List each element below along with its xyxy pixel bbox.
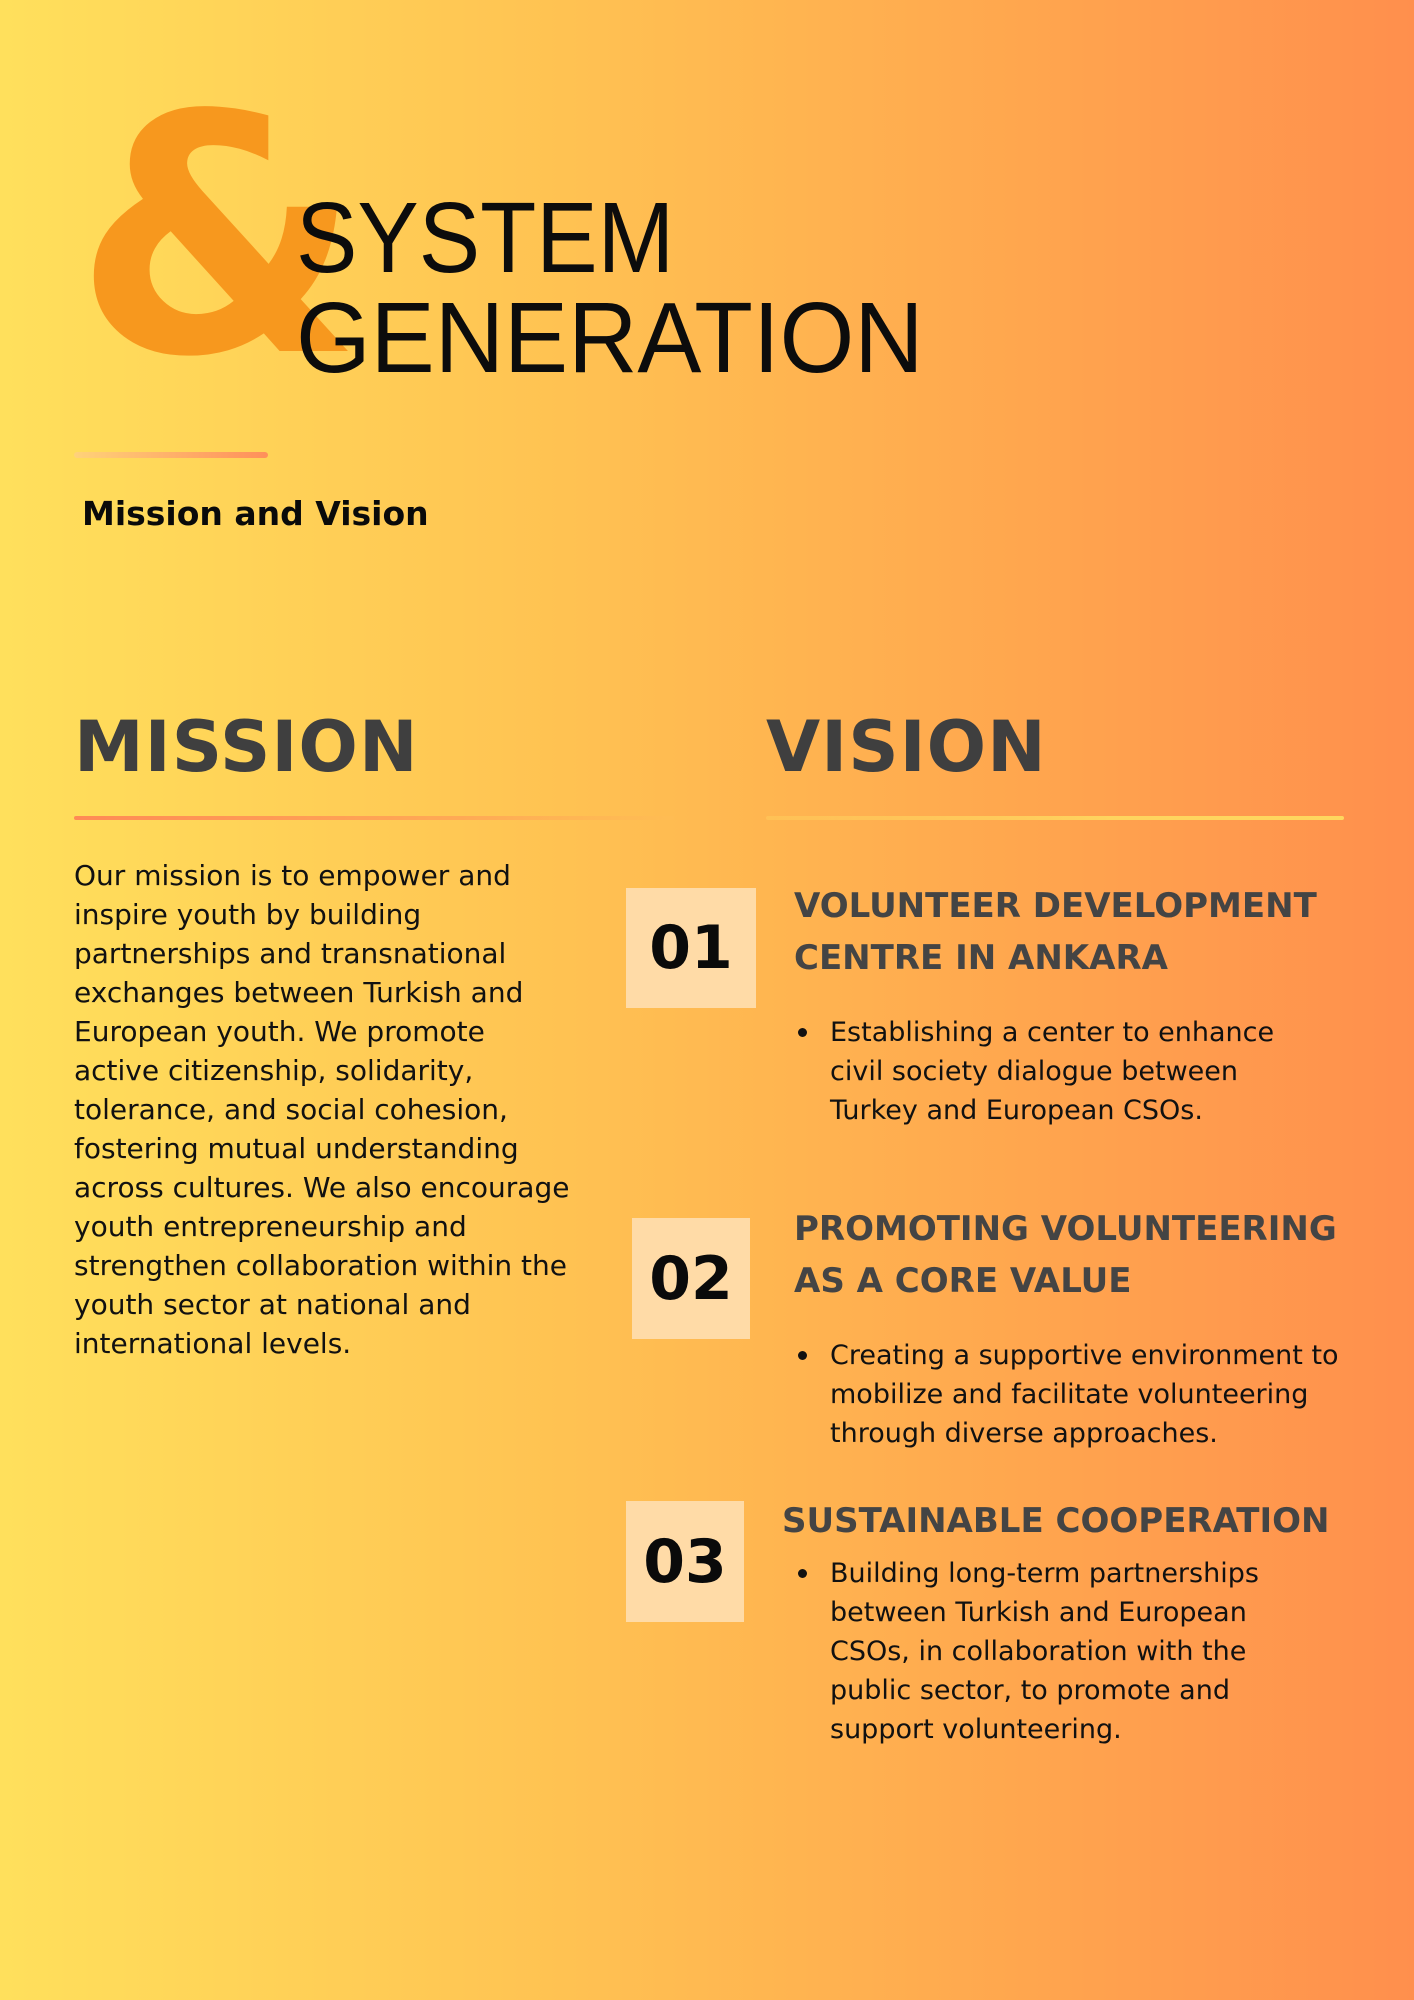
vision-item-title-03: SUSTAINABLE COOPERATION — [782, 1501, 1330, 1541]
mission-body-text: Our mission is to empower and inspire youth by building partnerships and transnational exchanges between Turkish and European youth. We promote active citizenship, solidarity, tolerance, and social cohesion, fostering mutual understanding across cultures. We also encourage youth entrepreneurship and strengthen collaboration within the youth sector at national and international levels. — [74, 859, 570, 1360]
logo-word-generation: GENERATION — [296, 282, 924, 394]
vision-item-number-03: 03 — [626, 1501, 744, 1622]
system-generation-logo — [74, 45, 924, 429]
vision-item-list-03 — [794, 1554, 1294, 1749]
vision-item-title-01: VOLUNTEER DEVELOPMENT CENTRE IN ANKARA — [794, 886, 1317, 978]
mission-divider — [74, 816, 674, 820]
vision-item-bullet-01: Establishing a center to enhance civil society dialogue between Turkey and European CSOs. — [794, 1013, 1294, 1130]
vision-item-bullet-03: Building long-term partnerships between Turkish and European CSOs, in collaboration with the public sector, to promote and support volunteering. — [794, 1554, 1294, 1749]
vision-divider — [766, 816, 1344, 820]
vision-item-list-02 — [794, 1336, 1384, 1453]
vision-item-number-02: 02 — [632, 1218, 750, 1339]
mission-heading: MISSION — [74, 706, 419, 788]
vision-item-title-02: PROMOTING VOLUNTEERING AS A CORE VALUE — [794, 1209, 1337, 1301]
logo-word-system: SYSTEM — [296, 182, 675, 294]
accent-divider — [74, 452, 268, 458]
vision-item-bullet-02: Creating a supportive environment to mobilize and facilitate volunteering through diverse approaches. — [794, 1336, 1384, 1453]
vision-item-number-01: 01 — [626, 888, 756, 1008]
vision-heading: VISION — [766, 706, 1047, 788]
vision-item-list-01 — [794, 1013, 1294, 1130]
page-subtitle: Mission and Vision — [82, 494, 429, 533]
logo-ampersand: & — [74, 45, 352, 429]
